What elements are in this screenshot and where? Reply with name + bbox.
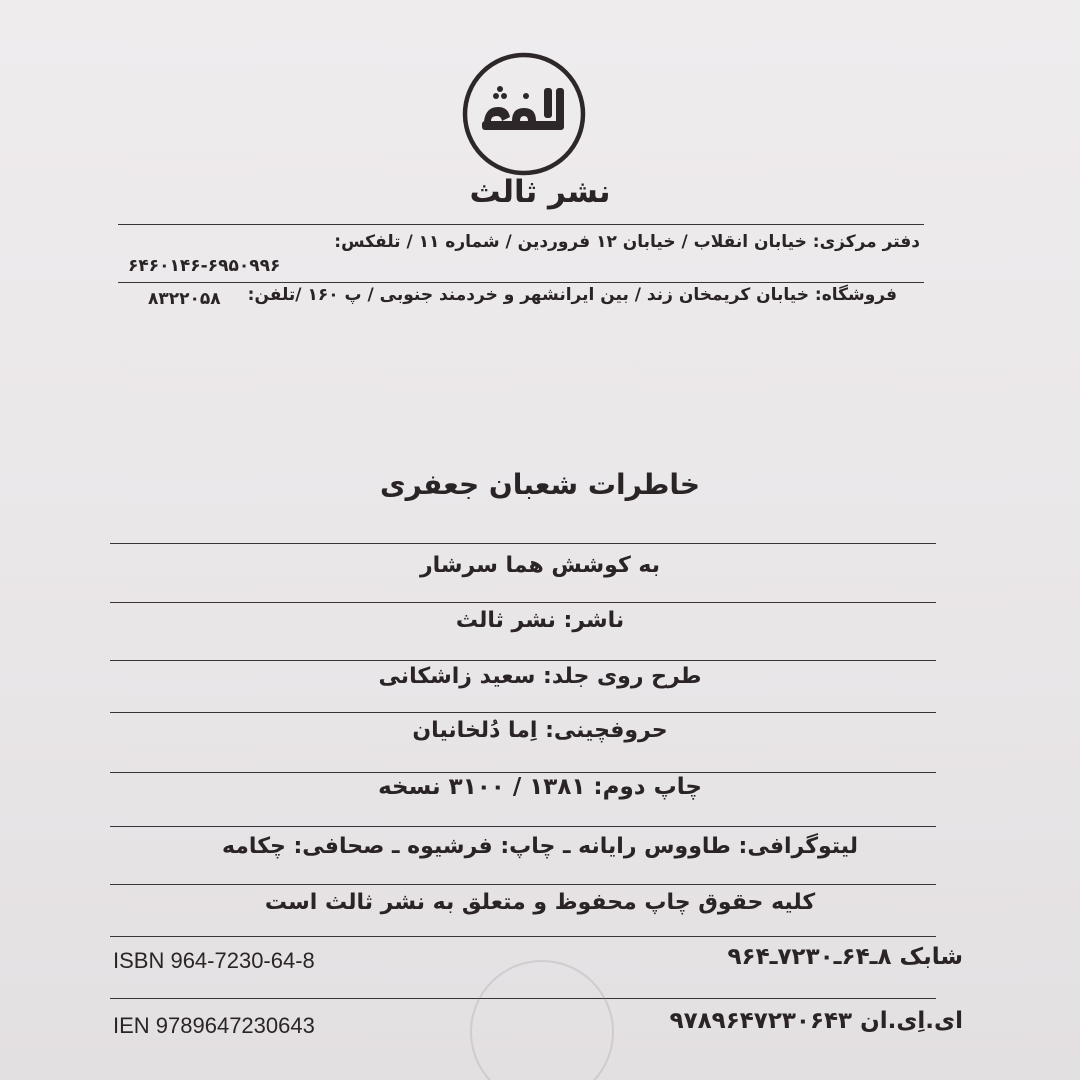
cover-design: طرح روی جلد: سعید زاشکانی — [378, 664, 702, 689]
isbn-latin: ISBN 964-7230-64-8 — [113, 948, 315, 973]
publisher-name: نشر ثالث — [469, 174, 611, 210]
edition: چاپ دوم: ۱۳۸۱ / ۳۱۰۰ نسخه — [378, 774, 702, 800]
divider — [118, 282, 924, 283]
faint-stamp-mark — [470, 960, 614, 1080]
office-phone: ۶۴۶۰۱۴۶-۶۹۵۰۹۹۶ — [128, 256, 281, 276]
typesetting: حروفچینی: اِما دُلخانیان — [412, 718, 668, 743]
sales-logo-icon — [460, 50, 588, 178]
divider — [110, 660, 936, 661]
compiled-by: به کوشش هما سرشار — [419, 553, 661, 578]
store-phone: ۸۳۲۲۰۵۸ — [148, 289, 221, 309]
ean-latin: IEN 9789647230643 — [113, 1013, 315, 1038]
divider — [110, 543, 936, 544]
divider — [110, 772, 936, 773]
divider — [110, 826, 936, 827]
divider — [110, 712, 936, 713]
book-title: خاطرات شعبان جعفری — [379, 468, 701, 501]
isbn-persian: شابک ۸ـ۶۴ـ۷۲۳۰ـ۹۶۴ — [727, 944, 963, 970]
store-address-visible: فروشگاه: خیابان کریمخان زند / بین ایرانشهر و خردمند جنوبی / پ ۱۶۰ /تلفن: — [247, 285, 897, 305]
divider — [110, 936, 936, 937]
office-address: دفتر مرکزی: خیابان انقلاب / خیابان ۱۲ فروردین / شماره ۱۱ / تلفکس: — [334, 232, 920, 252]
rights-notice: کلیه حقوق چاپ محفوظ و متعلق به نشر ثالث است — [264, 890, 816, 915]
divider — [110, 884, 936, 885]
publisher-line: ناشر: نشر ثالث — [455, 608, 625, 633]
printing-credits: لیتوگرافی: طاووس رایانه ـ چاپ: فرشیوه ـ صحافی: چکامه — [221, 834, 859, 859]
divider — [118, 224, 924, 225]
divider — [110, 602, 936, 603]
ean-persian: ای.اِی.ان ۹۷۸۹۶۴۷۲۳۰۶۴۳ — [669, 1008, 963, 1034]
